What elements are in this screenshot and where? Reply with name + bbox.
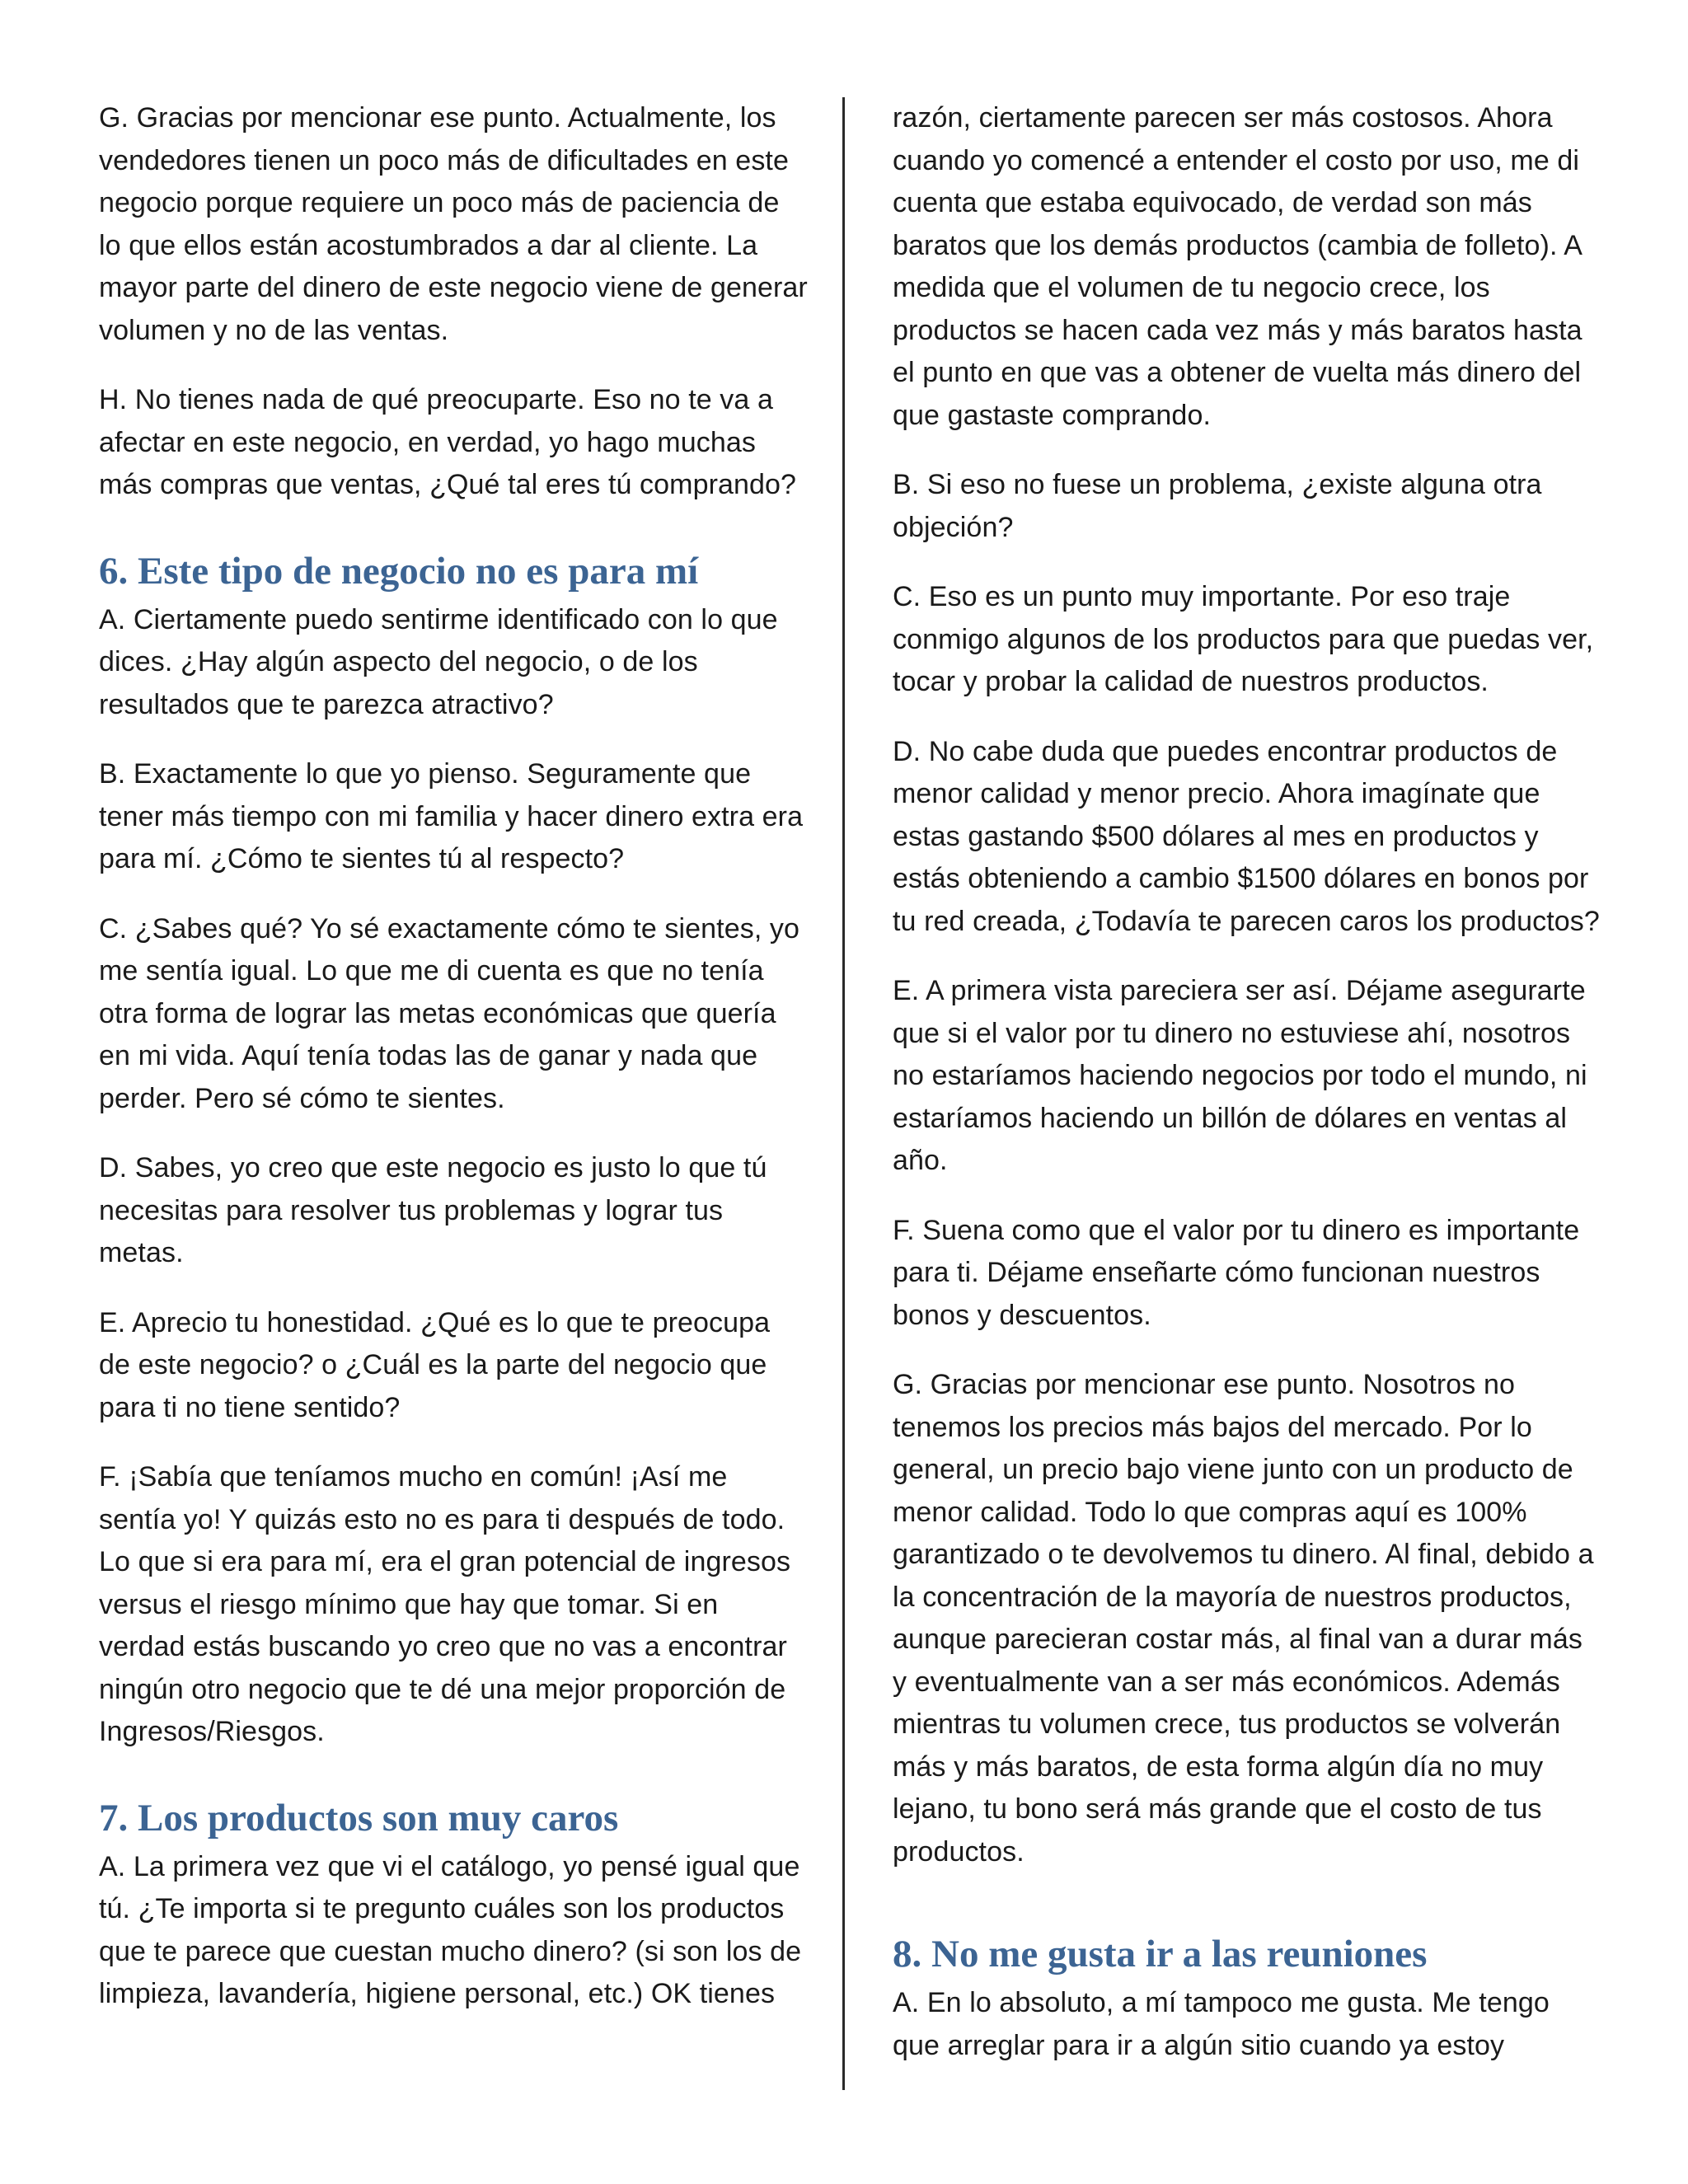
section-6-paragraph-c: C. ¿Sabes qué? Yo sé exactamente cómo te sientes, yo me sentía igual. Lo que me di cuenta es que no tenía otra forma de lograr las metas económicas que quería en mi vida. Aquí tenía todas las de ganar y nada que perder. Pero sé cómo te sientes. [99, 912, 800, 1114]
section-8-heading: 8. No me gusta ir a las reuniones [893, 1933, 1428, 1975]
section-7-heading: 7. Los productos son muy caros [99, 1796, 619, 1840]
section-7-paragraph-a-continued: razón, ciertamente parecen ser más costosos. Ahora cuando yo comencé a entender el costo por uso, me di cuenta que estaba equivocado, de verdad son más baratos que los demás productos (cambia de folleto). A medida que el volumen de tu negocio crece, los productos se hacen cada vez más y más baratos hasta el punto en que vas a obtener de vuelta más dinero del que gastaste comprando. [893, 102, 1582, 431]
section-7-paragraph-g: G. Gracias por mencionar ese punto. Nosotros no tenemos los precios más bajos del mercado. Por lo general, un precio bajo viene junto con un producto de menor calidad. Todo lo que compras aquí es 100% garantizado o te devolvemos tu dinero. Al final, debido a la concentración de la mayoría de nuestros productos, aunque parecieran costar más, al final van a durar más y eventualmente van a ser más económicos. Además mientras tu volumen crece, tus productos se volverán más y más baratos, de esta forma algún día no muy lejano, tu bono será más grande que el costo de tus productos. [893, 1369, 1594, 1868]
section-6-heading: 6. Este tipo de negocio no es para mí [99, 549, 699, 593]
section-7-paragraph-e: E. A primera vista pareciera ser así. Déjame asegurarte que si el valor por tu dinero no estuviese ahí, nosotros no estaríamos haciendo negocios por todo el mundo, ni estaríamos haciendo un billón de dólares en ventas al año. [893, 975, 1587, 1176]
section-7-paragraph-b: B. Si eso no fuese un problema, ¿existe alguna otra objeción? [893, 469, 1542, 543]
column-divider [842, 97, 845, 2090]
section-7-paragraph-c: C. Eso es un punto muy importante. Por eso traje conmigo algunos de los productos para que puedas ver, tocar y probar la calidad de nuestros productos. [893, 581, 1594, 697]
section-7-paragraph-a: A. La primera vez que vi el catálogo, yo pensé igual que tú. ¿Te importa si te pregunto cuáles son los productos que te parece que cuestan mucho dinero? (si son los de limpieza, lavandería, higiene personal, etc.) OK tienes [99, 1850, 802, 2009]
section-6-paragraph-e: E. Aprecio tu honestidad. ¿Qué es lo que te preocupa de este negocio? o ¿Cuál es la parte del negocio que para ti no tiene sentido? [99, 1306, 771, 1423]
section-6-paragraph-a: A. Ciertamente puedo sentirme identificado con lo que dices. ¿Hay algún aspecto del negocio, o de los resultados que te parezca atractivo? [99, 603, 778, 720]
section-6-paragraph-b: B. Exactamente lo que yo pienso. Seguramente que tener más tiempo con mi familia y hacer dinero extra era para mí. ¿Cómo te sientes tú al respecto? [99, 758, 804, 874]
paragraph-h-previous: H. No tienes nada de qué preocuparte. Eso no te va a afectar en este negocio, en verdad, yo hago muchas más compras que ventas, ¿Qué tal eres tú comprando? [99, 384, 797, 500]
right-column [893, 97, 1601, 2094]
left-column [99, 97, 808, 2043]
section-7-paragraph-f: F. Suena como que el valor por tu dinero es importante para ti. Déjame enseñarte cómo funcionan nuestros bonos y descuentos. [893, 1214, 1580, 1331]
section-8-paragraph-a: A. En lo absoluto, a mí tampoco me gusta. Me tengo que arreglar para ir a algún sitio cuando ya estoy [893, 1987, 1550, 2061]
section-7-paragraph-d: D. No cabe duda que puedes encontrar productos de menor calidad y menor precio. Ahora imagínate que estas gastando $500 dólares al mes en productos y estás obteniendo a cambio $1500 dólares en bonos por tu red creada, ¿Todavía te parecen caros los productos? [893, 735, 1600, 937]
section-6-paragraph-d: D. Sabes, yo creo que este negocio es justo lo que tú necesitas para resolver tus problemas y lograr tus metas. [99, 1152, 767, 1268]
paragraph-g-previous: G. Gracias por mencionar ese punto. Actualmente, los vendedores tienen un poco más de dificultades en este negocio porque requiere un poco más de paciencia de lo que ellos están acostumbrados a dar al cliente. La mayor parte del dinero de este negocio viene de generar volumen y no de las ventas. [99, 102, 808, 346]
section-6-paragraph-f: F. ¡Sabía que teníamos mucho en común! ¡Así me sentía yo! Y quizás esto no es para ti después de todo. Lo que si era para mí, era el gran potencial de ingresos versus el riesgo mínimo que hay que tomar. Si en verdad estás buscando yo creo que no vas a encontrar ningún otro negocio que te dé una mejor proporción de Ingresos/Riesgos. [99, 1461, 791, 1747]
